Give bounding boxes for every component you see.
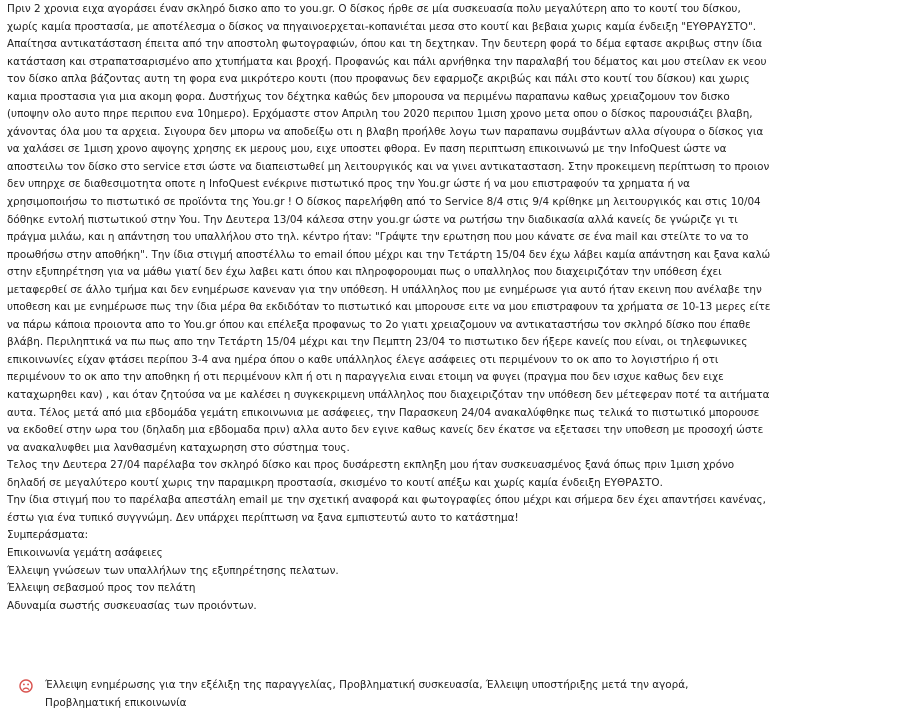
review-line: Την ίδια στιγμή που το παρέλαβα απεστάλη email με την σχετική αναφορά και φωτογραφίες όπου μέχρι και σήμερα δεν έχει απαντήσει κανένας, [7,494,766,507]
review-line: Τελος την Δευτερα 27/04 παρέλαβα τον σκληρό δίσκο και προς δυσάρεστη εκπληξη μου ήταν συσκευασμένος ξανά όπως πριν 1μιση χρόνο [7,459,735,472]
conclusion-item: Επικοινωνία γεμάτη ασάφειες [7,546,163,559]
conclusion-item: Αδυναμία σωστής συσκευασίας των προιόντων. [7,599,257,612]
review-line: επικοινωνίες είχαν φτάσει περίπου 3-4 ανα ημέρα όπου ο καθε υπάλληλος έλεγε ασάφειες οτι περιμένουν το οκ απο το λογιστήριο ή οτι [7,353,719,366]
review-line: μεταφερθεί σε άλλο τμήμα και δεν ενημέρωσε κανεναν για την υπόθεση. Η υπάλληλος που με ενημέρωσε για αυτό ήταν εκεινη που ανέλαβε την [7,283,762,296]
conclusions-section [7,527,889,615]
review-line: βλάβη. Περιληπτικά να πω πως απο την Τετάρτη 15/04 μέχρι και την Πεμπτη 23/04 το πιστωτικο δεν ήξερε κανείς που είναι, οι τηλεφωνικες [7,336,748,349]
conclusion-item: Έλλειψη σεβασμού προς τον πελάτη [7,582,196,595]
review-line: περιμένουν το οκ απο την αποθηκη ή οτι περιμένουν κλπ ή οτι η παραγγελια ειναι ετοιμη να φυγει (πραγμα που δεν ισχυε καθως δεν ειχε [7,371,724,384]
review-line: να πάρω κάποια προιοντα απο το You.gr όπου και επέλεξα προφανως το 2ο γιατι χρειαζομουν να αντικαταστήσω τον σκληρό δίσκο που έπαθε [7,318,751,331]
conclusion-item: Έλλειψη γνώσεων των υπαλλήλων της εξυπηρέτησης πελατων. [7,564,339,577]
review-line: Πριν 2 χρονια ειχα αγοράσει έναν σκληρό δισκο απο το you.gr. Ο δίσκος ήρθε σε μία συσκευασία πολυ μεγαλύτερη απο το κουτί του δίσκου, [7,3,741,15]
review-line: πράγμα μιλάω, και η απάντηση του υπαλλήλου στο τηλ. κέντρο ήταν: "Γράψτε την ερωτηση που μου κάνατε σε ένα mail και στείλτε το να το [7,231,749,244]
review-line: (υποψην ολο αυτο πηρε περιπου ενα 10ημερο). Ερχόμαστε στον Απριλη του 2020 περιπου 1μιση χρονο μετα οπου ο δίσκος παρουσιάζει βλαβη, [7,108,753,121]
review-line: χάνοντας όλα μου τα αρχεια. Σιγουρα δεν μπορω να αποδείξω οτι η βλαβη προήλθε λογω των παραπανω συμβάντων αλλα σίγουρα ο δίσκος για [7,125,764,138]
sad-face-icon [19,679,33,693]
review-line: αποστειλω τον δίσκο στο service ετσι ώστε να διαπειστωθεί μη λειτουργικός και να γινει αντικατασταση. Στην προκειμενη περίπτωση το προιον [7,160,770,173]
review-line: προωθήσω στην αποθήκη". Την ίδια στιγμή αποστέλλω το email όπου μέχρι και την Τετάρτη 15/04 δεν έχω λάβει καμία απάντηση και ξανα καλώ [7,248,771,261]
review-line: δόθηκε εντολή πιστωτικού στην You. Την Δευτερα 13/04 κάλεσα στην you.gr ώστε να ρωτήσω την διαδικασία αλλά κανείς δε γνώριζε γι τι [7,213,738,226]
review-closing-paragraph [7,492,889,527]
review-body [7,0,889,615]
review-line: δηλαδή σε μεγαλύτερο κουτί χωρις την παραμικρη προστασία, σκισμένο το κουτί απέξω και χωρίς καμία ένδειξη ΕΥΘΡΑΣΤΟ. [7,476,663,489]
cons-line: Προβληματική επικοινωνία [45,696,187,709]
cons-row [19,677,879,712]
review-line: αυτα. Τέλος μετά από μια εβδομάδα γεμάτη επικοινωνια με ασάφειες, την Παρασκευη 24/04 ανακαλύφθηκε πως τελικά το πιστωτικό μπορουσε [7,406,760,419]
review-final-paragraph [7,457,889,492]
review-container [7,0,889,615]
review-line: να χαλάσει σε 1μιση χρονο αψογης χρησης εκ μερους μου, ειχε υποστει φθορα. Εν παση περιπτωση επικοινωνώ με την InfoQuest ώστε να [7,143,727,156]
review-line: καμια προστασια για μια ακομη φορα. Δυστήχως τον δέχτηκα καθώς δεν μπορουσα να περιμένω παραπανω καθως χρειαζομουν τον δισκο [7,90,730,103]
review-line: Απαίτησα αντικατάσταση έπειτα από την αποστολη φωτογραφιών, όπου και τη δεχτηκαν. Την δευτερη φορά το δέμα εφτασε ακριβως στην ίδια [7,38,763,51]
review-line: τον δίσκο απλα βάζοντας αυτη τη φορα ενα μικρότερο κουτι (που προφανως δεν εφαρμοζε ακριβώς και πάλι στο κουτί του δίσκου) και χωρις [7,73,750,86]
review-line: δεν υπηρχε σε διαθεσιμοτητα οποτε η InfoQuest ενέκρινε πιστωτικό προς την You.gr ώστε ή να μου επιστραφούν τα χρηματα ή να [7,178,691,191]
review-line: έστω για ένα τυπικό συγγνώμη. Δεν υπάρχει περίπτωση να ξανα εμπιστευτώ αυτο το κατάστημα! [7,511,519,524]
cons-text [45,677,688,712]
review-line: κατάσταση και στραπατσαρισμένο απο χτυπήματα και βροχή. Προφανώς και πάλι αρνήθηκα την παραλαβή του δέματος και μου στείλαν εκ νεου [7,55,767,68]
review-line: χωρίς καμία προστασία, με αποτέλεσμα ο δίσκος να πηγαινοερχεται-κοπανιέται μεσα στο κουτί και βεβαια χωρις καμία ένδειξη "ΕΥΘΡΑΥΣΤΟ". [7,20,757,33]
review-line: να ανακαλυφθει μια λανθασμένη καταχωρηση στο σύστημα τους. [7,441,350,454]
review-line: καταχωρηθει καν) , και όταν ζητούσα να με καλέσει η συγκεκριμενη υπάλληλος που διαχειριζόταν την υπόθεση δεν μέτεφεραν ποτέ τα αιτήματα [7,389,770,402]
review-main-paragraph [7,1,889,457]
review-line: χρησιμοποιήσω το πιστωτικό σε προϊόντα της You.gr ! Ο δίσκος παρελήφθη από το Service 8/4 στις 9/4 κρίθηκε μη λειτουργικός και στις 10/04 [7,196,761,209]
conclusions-heading: Συμπεράσματα: [7,529,89,542]
review-line: υποθεση και με ενημέρωσε πως την ίδια μέρα θα εκδιδόταν το πιστωτικό και μπορουσε ειτε να μου επιστραφουν τα χρήματα σε 10-13 μερες είτε [7,301,771,314]
review-line: στην εξυπηρέτηση για να μάθω γιατί δεν έχω λαβει κατι όπου και πληροφορουμαι πως ο υπαλληλος που διαχειριζόταν την υπόθεση έχει [7,266,722,279]
cons-line: Έλλειψη ενημέρωσης για την εξέλιξη της παραγγελίας, Προβληματική συσκευασία, Έλλειψη υποστήριξης μετά την αγορά, [45,679,689,691]
review-line: να εκδοθεί στην ωρα του (δηλαδη μια εβδομαδα πριν) αλλα αυτο δεν εγινε καθως κανείς δεν έκατσε να εξετασει την υποθεση με προσοχή ώστε [7,424,764,437]
